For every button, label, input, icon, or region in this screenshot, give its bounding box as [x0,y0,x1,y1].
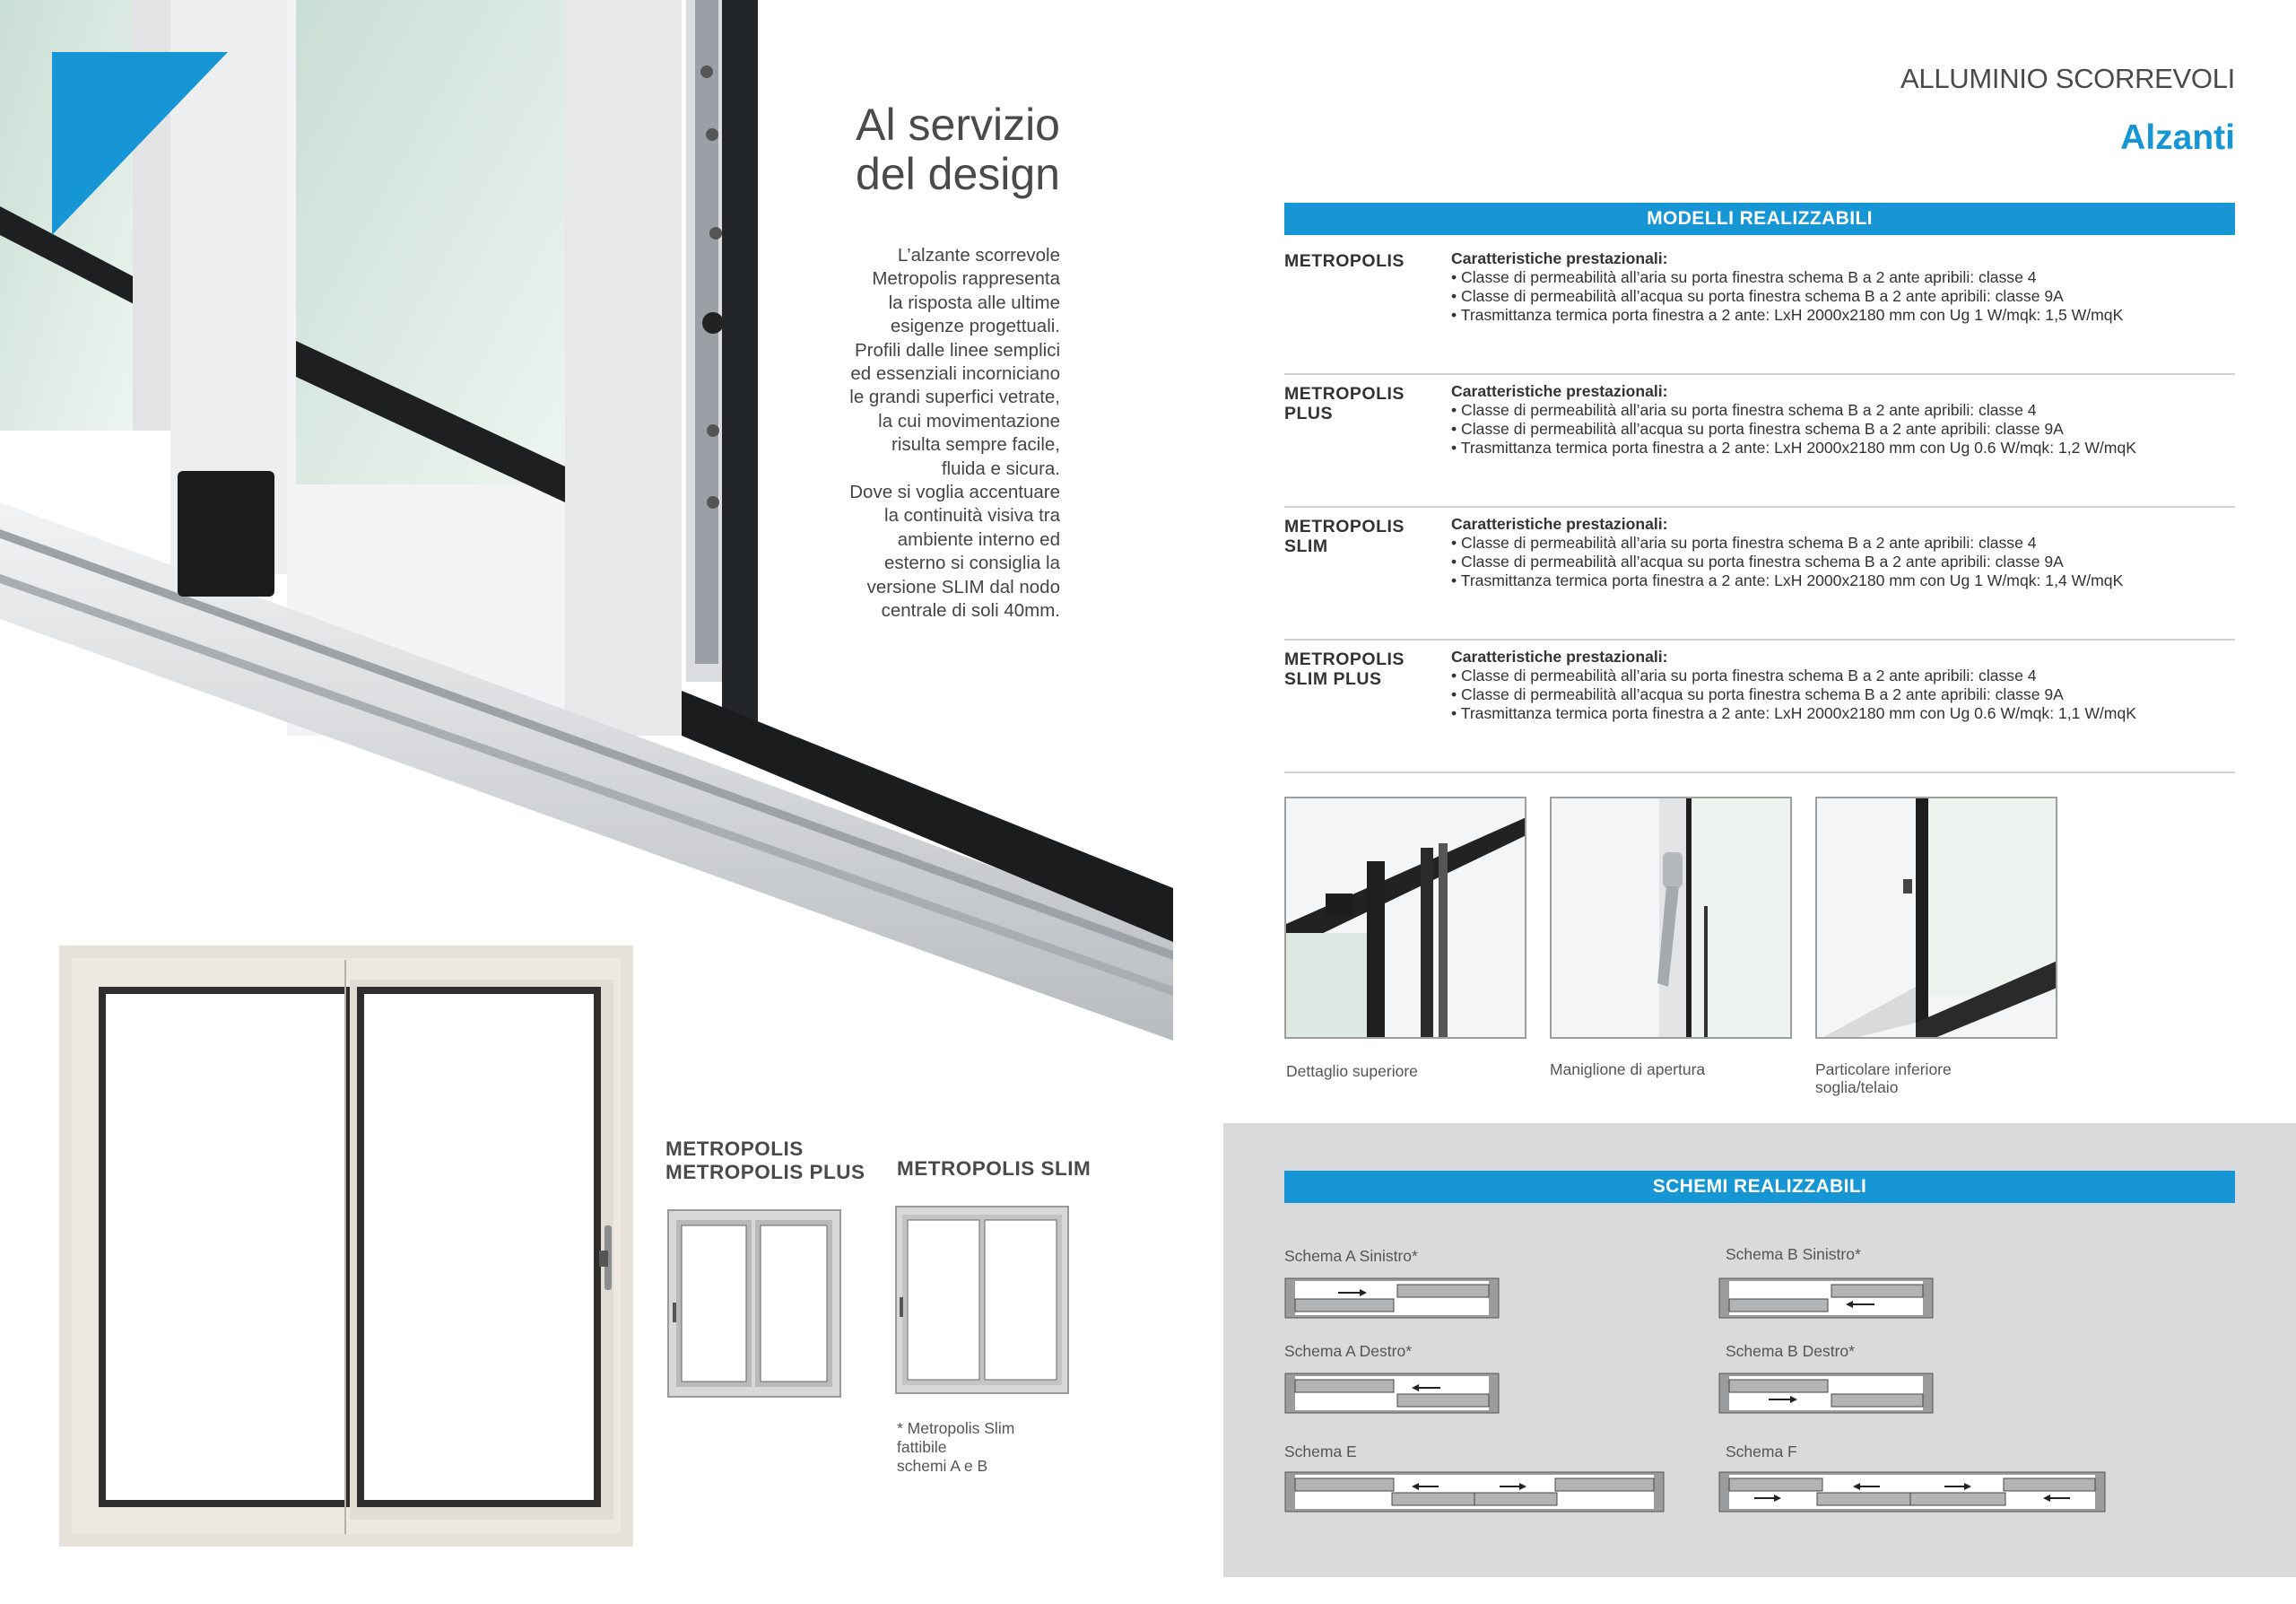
spec-line: • Classe di permeabilità all’aria su porta finestra schema B a 2 ante apribili: classe 4 [1451,401,2037,419]
headline-line: Al servizio [856,100,1060,150]
spec-line: • Classe di permeabilità all’aria su porta finestra schema B a 2 ante apribili: classe 4 [1451,667,2037,684]
scheme-diagram-f [1718,1471,2106,1512]
scheme-diagram-b-sx [1718,1277,1934,1319]
spec-line: • Classe di permeabilità all’acqua su porta finestra schema B a 2 ante apribili: classe 9A [1451,287,2064,305]
models-heading: MODELLI REALIZZABILI [1284,203,2235,235]
scheme-diagram-e [1284,1471,1665,1512]
headline [816,100,1060,199]
variant-label-line: METROPOLIS [665,1138,804,1160]
intro-line: ambiente interno ed [897,528,1060,550]
schemes-heading: SCHEMI REALIZZABILI [1284,1171,2235,1203]
scheme-diagram-b-dx [1718,1373,1934,1414]
intro-line: la cui movimentazione [878,410,1060,432]
specs-heading: Caratteristiche prestazionali: [1451,382,1668,400]
scheme-label-a-dx: Schema A Destro* [1284,1342,1413,1360]
window-diagram-slim [895,1206,1069,1394]
model-specs [1451,382,2136,458]
spec-line: • Trasmittanza termica porta finestra a 2 ante: LxH 2000x2180 mm con Ug 1 W/mqk: 1,4 W/mqK [1451,571,2124,589]
intro-line: centrale di soli 40mm. [881,600,1060,622]
intro-line: la continuità visiva tra [884,505,1060,527]
note-line: * Metropolis Slim [897,1419,1015,1437]
model-name [1284,251,1428,271]
model-name-line: METROPOLIS [1284,649,1405,669]
spec-line: • Classe di permeabilità all’acqua su porta finestra schema B a 2 ante apribili: classe 9A [1451,553,2064,571]
intro-text [789,244,1060,623]
intro-line: ed essenziali incorniciano [850,363,1060,385]
intro-line: risulta sempre facile, [891,434,1060,456]
model-row [1284,508,2235,641]
intro-line: L’alzante scorrevole [897,245,1060,266]
model-specs [1451,515,2123,590]
model-name-line: METROPOLIS [1284,517,1405,536]
intro-line: le grandi superfici vetrate, [849,387,1060,408]
specs-heading: Caratteristiche prestazionali: [1451,515,1668,533]
model-name-line: PLUS [1284,404,1334,423]
caption-detail-threshold [1815,1060,1995,1096]
scheme-label-e: Schema E [1284,1443,1357,1460]
slim-note [897,1419,1014,1476]
model-row [1284,641,2235,773]
model-name-line: SLIM PLUS [1284,669,1382,689]
intro-line: esigenze progettuali. [890,316,1060,337]
spec-line: • Trasmittanza termica porta finestra a 2 ante: LxH 2000x2180 mm con Ug 1 W/mqk: 1,5 W/mqK [1451,306,2124,324]
variant-label-slim: METROPOLIS SLIM [897,1157,1091,1180]
caption-line: Maniglione di apertura [1550,1060,1706,1078]
caption-detail-handle [1550,1060,1729,1078]
detail-photo-threshold [1815,797,2057,1039]
intro-line: versione SLIM dal nodo [866,576,1060,597]
intro-line: Dove si voglia accentuare [849,482,1060,503]
scheme-diagram-a-dx [1284,1373,1500,1414]
note-line: fattibile [897,1438,947,1456]
model-row [1284,242,2235,375]
note-line: schemi A e B [897,1457,988,1475]
spec-line: • Trasmittanza termica porta finestra a 2 ante: LxH 2000x2180 mm con Ug 0.6 W/mqk: 1,1 W/mqK [1451,704,2136,722]
caption-line: Particolare inferiore [1815,1060,1952,1078]
caption-line: Dettaglio superiore [1286,1062,1418,1080]
spec-line: • Classe di permeabilità all’aria su porta finestra schema B a 2 ante apribili: classe 4 [1451,268,2037,286]
window-render [59,946,633,1547]
spec-line: • Classe di permeabilità all’aria su porta finestra schema B a 2 ante apribili: classe 4 [1451,534,2037,552]
model-name [1284,517,1428,556]
scheme-label-b-sx: Schema B Sinistro* [1726,1245,1861,1263]
headline-line: del design [856,149,1060,199]
caption-line: soglia/telaio [1815,1078,1899,1096]
model-specs [1451,648,2136,723]
spec-line: • Trasmittanza termica porta finestra a 2 ante: LxH 2000x2180 mm con Ug 0.6 W/mqk: 1,2 W/mqK [1451,439,2136,457]
detail-photo-top [1284,797,1526,1039]
category-title: ALLUMINIO SCORREVOLI [1900,63,2235,94]
spec-line: • Classe di permeabilità all’acqua su porta finestra schema B a 2 ante apribili: classe 9A [1451,420,2064,438]
specs-heading: Caratteristiche prestazionali: [1451,648,1668,666]
model-specs [1451,249,2123,325]
scheme-label-f: Schema F [1726,1443,1797,1460]
model-name-line: METROPOLIS [1284,251,1405,271]
model-name-line: SLIM [1284,536,1328,556]
intro-line: Metropolis rappresenta [872,268,1060,290]
model-row [1284,375,2235,508]
intro-line: esterno si consiglia la [884,553,1060,574]
intro-line: fluida e sicura. [941,458,1060,479]
model-name [1284,649,1428,689]
scheme-diagram-a-sx [1284,1277,1500,1319]
subtitle: Alzanti [2120,118,2235,157]
window-diagram-standard [667,1209,841,1398]
intro-line: la risposta alle ultime [888,292,1060,313]
scheme-label-a-sx: Schema A Sinistro* [1284,1247,1418,1265]
variant-label-standard [665,1138,865,1184]
model-name [1284,384,1428,423]
scheme-label-b-dx: Schema B Destro* [1726,1342,1855,1360]
detail-photo-handle [1550,797,1792,1039]
model-name-line: METROPOLIS [1284,384,1405,404]
specs-heading: Caratteristiche prestazionali: [1451,249,1668,267]
variant-label-line: METROPOLIS PLUS [665,1161,865,1183]
intro-line: Profili dalle linee semplici [854,339,1060,361]
caption-detail-top [1286,1062,1465,1080]
spec-line: • Classe di permeabilità all’acqua su porta finestra schema B a 2 ante apribili: classe 9A [1451,685,2064,703]
